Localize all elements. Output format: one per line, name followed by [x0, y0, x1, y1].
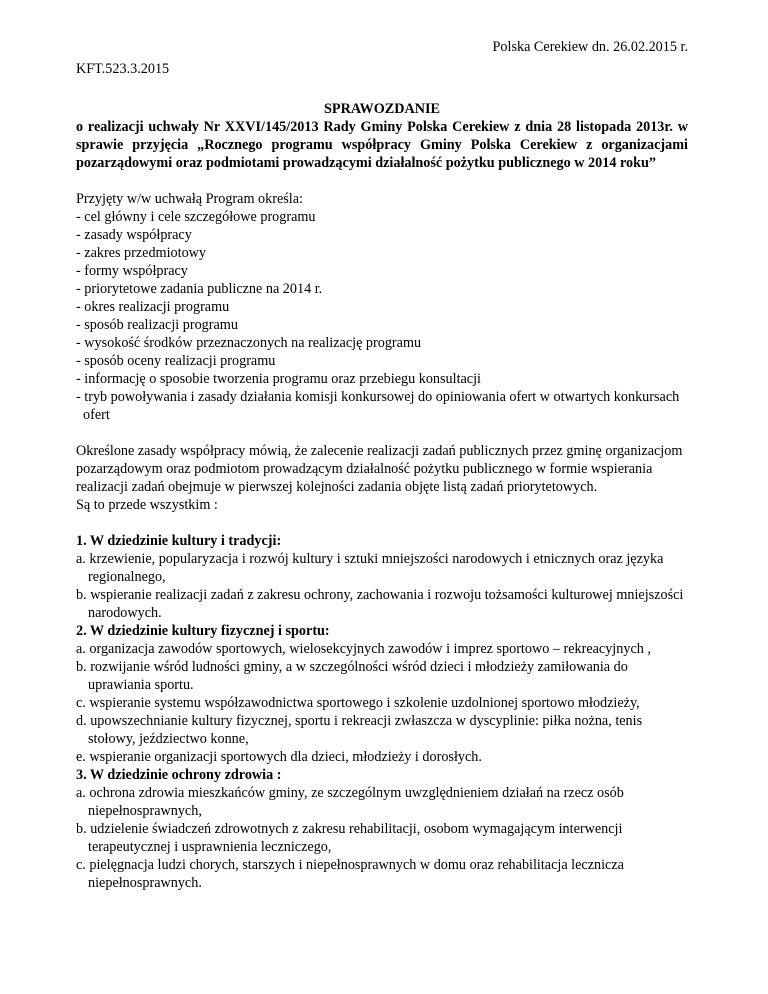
- list-item: - informację o sposobie tworzenia programu oraz przebiegu konsultacji: [76, 371, 481, 387]
- list-item: - zasady współpracy: [76, 227, 192, 243]
- list-item: b. wspieranie realizacji zadań z zakresu ochrony, zachowania i rozwoju tożsamości kulturowej mniejszości narodowych.: [76, 587, 684, 621]
- list-item: c. pielęgnacja ludzi chorych, starszych i niepełnosprawnych w domu oraz rehabilitacja lecznicza niepełnosprawnych.: [76, 857, 624, 891]
- priority-sections: [76, 532, 688, 892]
- cooperation-paragraph: [76, 442, 688, 514]
- list-item: d. upowszechnianie kultury fizycznej, sportu i rekreacji zwłaszcza w dyscyplinie: piłka nożna, tenis stołowy, jeździectwo konne,: [76, 713, 643, 747]
- list-item: b. udzielenie świadczeń zdrowotnych z zakresu rehabilitacji, osobom wymagającym interwencji terapeutycznej i usprawnienia leczniczego,: [76, 821, 623, 855]
- section-heading: 2. W dziedzinie kultury fizycznej i sportu:: [76, 623, 330, 639]
- program-scope: [76, 190, 688, 424]
- section-list: [76, 640, 688, 766]
- section-culture: [76, 532, 688, 622]
- section-sport: [76, 622, 688, 766]
- list-item: a. ochrona zdrowia mieszkańców gminy, ze szczególnym uwzględnieniem działań na rzecz osób niepełnosprawnych,: [76, 785, 624, 819]
- list-item: - wysokość środków przeznaczonych na realizację programu: [76, 335, 422, 351]
- list-item: - sposób oceny realizacji programu: [76, 353, 276, 369]
- reference-number: KFT.523.3.2015: [76, 61, 170, 77]
- list-item: a. organizacja zawodów sportowych, wielosekcyjnych zawodów i imprez sportowo – rekreacyjnych ,: [76, 641, 651, 657]
- list-item: - tryb powoływania i zasady działania komisji konkursowej do opiniowania ofert w otwartych konkursach ofert: [76, 389, 680, 423]
- paragraph-text: Określone zasady współpracy mówią, że zalecenie realizacji zadań publicznych przez gminę organizacjom pozarządowym oraz podmiotom prowadzącym działalność pożytku publicznego w formie wspierania realizacji zadań obejmuje w pierwszej kolejności zadania objęte listą zadań priorytetowych.: [76, 443, 683, 495]
- list-item: a. krzewienie, popularyzacja i rozwój kultury i sztuki mniejszości narodowych i etnicznych oraz języka regionalnego,: [76, 551, 664, 585]
- list-item: c. wspieranie systemu współzawodnictwa sportowego i szkolenie uzdolnionej sportowo młodzieży,: [76, 695, 640, 711]
- program-scope-list: [76, 208, 688, 424]
- paragraph-closing: Są to przede wszystkim :: [76, 497, 218, 513]
- list-item: - priorytetowe zadania publiczne na 2014 r.: [76, 281, 323, 297]
- section-heading: 3. W dziedzinie ochrony zdrowia :: [76, 767, 282, 783]
- list-item: - cel główny i cele szczegółowe programu: [76, 209, 316, 225]
- list-item: - formy współpracy: [76, 263, 188, 279]
- program-scope-lead: Przyjęty w/w uchwałą Program określa:: [76, 191, 303, 207]
- list-item: e. wspieranie organizacji sportowych dla dzieci, młodzieży i dorosłych.: [76, 749, 482, 765]
- place-date: Polska Cerekiew dn. 26.02.2015 r.: [492, 39, 688, 55]
- document-page: [76, 38, 688, 892]
- list-item: b. rozwijanie wśród ludności gminy, a w szczególności wśród dzieci i młodzieży zamiłowania do uprawiania sportu.: [76, 659, 628, 693]
- document-title: SPRAWOZDANIE: [324, 101, 440, 117]
- section-health: [76, 766, 688, 892]
- list-item: - zakres przedmiotowy: [76, 245, 207, 261]
- document-subtitle: o realizacji uchwały Nr XXVI/145/2013 Rady Gminy Polska Cerekiew z dnia 28 listopada 2013r. w sprawie przyjęcia „Rocznego programu współpracy Gminy Polska Cerekiew z organizacjami pozarządowymi oraz podmiotami prowadzącymi działalność pożytku publicznego w 2014 roku”: [76, 119, 688, 171]
- section-list: [76, 550, 688, 622]
- section-list: [76, 784, 688, 892]
- section-heading: 1. W dziedzinie kultury i tradycji:: [76, 533, 282, 549]
- list-item: - sposób realizacji programu: [76, 317, 238, 333]
- list-item: - okres realizacji programu: [76, 299, 230, 315]
